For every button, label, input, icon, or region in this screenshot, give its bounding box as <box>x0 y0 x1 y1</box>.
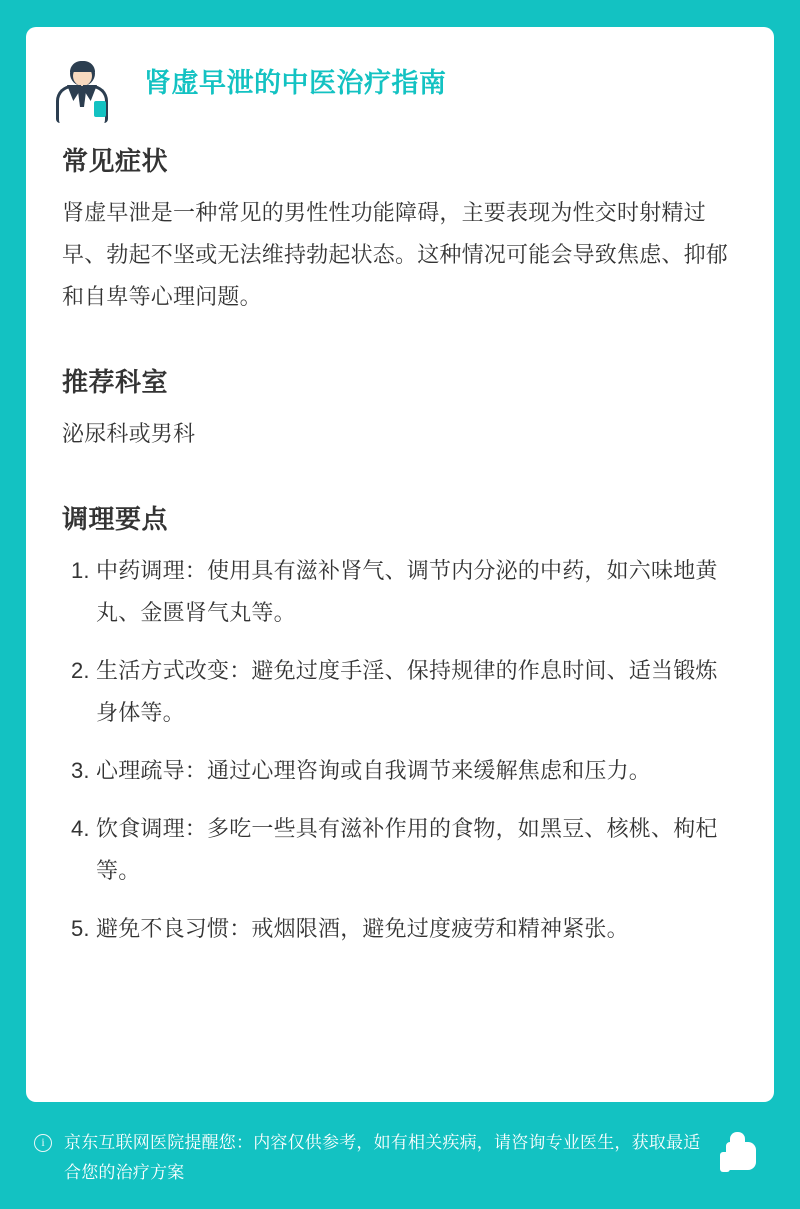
tips-list <box>62 550 738 950</box>
info-icon: i <box>34 1134 52 1152</box>
doctor-avatar-icon <box>54 61 110 123</box>
thumbs-up-icon[interactable] <box>718 1132 760 1176</box>
footer-text: 京东互联网医院提醒您：内容仅供参考，如有相关疾病，请咨询专业医生，获取最适合您的治疗方案 <box>64 1133 701 1182</box>
list-item: 5. 避免不良习惯：戒烟限酒，避免过度疲劳和精神紧张。 <box>96 908 738 950</box>
list-item: 3. 心理疏导：通过心理咨询或自我调节来缓解焦虑和压力。 <box>96 750 738 792</box>
footer-disclaimer <box>26 1128 774 1188</box>
list-item: 2. 生活方式改变：避免过度手淫、保持规律的作息时间、适当锻炼身体等。 <box>96 650 738 734</box>
list-item: 4. 饮食调理：多吃一些具有滋补作用的食物，如黑豆、核桃、枸杞等。 <box>96 808 738 892</box>
section-heading-tips: 调理要点 <box>62 504 169 534</box>
section-text-symptoms: 肾虚早泄是一种常见的男性性功能障碍，主要表现为性交时射精过早、勃起不坚或无法维持勃起状态。这种情况可能会导致焦虑、抑郁和自卑等心理问题。 <box>62 200 729 309</box>
section-heading-department: 推荐科室 <box>62 367 169 397</box>
list-item: 1. 中药调理：使用具有滋补肾气、调节内分泌的中药，如六味地黄丸、金匮肾气丸等。 <box>96 550 738 634</box>
section-heading-symptoms: 常见症状 <box>62 146 169 176</box>
section-text-department: 泌尿科或男科 <box>62 421 196 446</box>
page-title: 肾虚早泄的中医治疗指南 <box>144 68 447 98</box>
content-card <box>26 27 774 1102</box>
